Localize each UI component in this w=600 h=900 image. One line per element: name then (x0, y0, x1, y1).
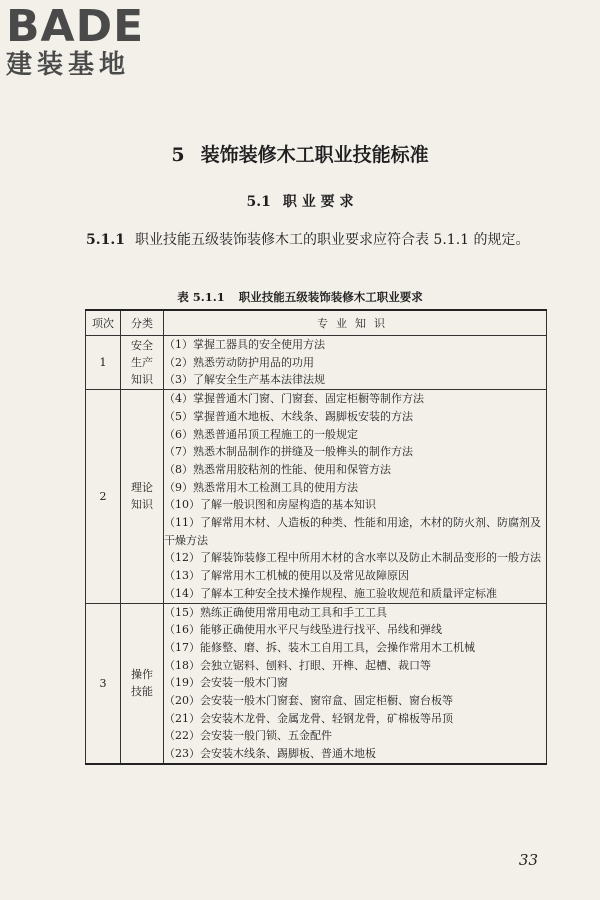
row-knowledge-cell (164, 603, 547, 764)
knowledge-item: （11）了解常用木材、人造板的种类、性能和用途，木材的防火剂、防腐剂及干燥方法 (164, 516, 541, 547)
category-line: 技能 (131, 685, 153, 699)
row-number-cell: 1 (86, 336, 121, 390)
clause-text: 职业技能五级装饰装修木工的职业要求应符合表 5.1.1 的规定。 (134, 232, 530, 248)
knowledge-item: （16）能够正确使用水平尺与线坠进行找平、吊线和弹线 (164, 623, 442, 637)
chapter-heading (0, 140, 600, 167)
table-caption (0, 289, 600, 305)
category-line: 生产 (131, 356, 153, 370)
category-line: 知识 (131, 373, 153, 387)
table-row (86, 603, 547, 764)
row-category-cell (121, 603, 164, 764)
header-number: 项次 (86, 310, 121, 336)
category-line: 操作 (131, 668, 153, 682)
table-row (86, 390, 547, 603)
knowledge-item: （17）能修整、磨、拆、装木工自用工具，会操作常用木工机械 (164, 640, 475, 654)
page-number: 33 (518, 851, 538, 869)
logo-subtitle: 建装基地 (6, 50, 131, 80)
knowledge-item: （15）熟练正确使用常用电动工具和手工工具 (164, 605, 387, 619)
table-row (86, 336, 547, 390)
knowledge-item: （20）会安装一般木门窗套、窗帘盒、固定柜橱、窗台板等 (164, 694, 453, 708)
knowledge-item: （14）了解本工种安全技术操作规程、施工验收规范和质量评定标准 (164, 586, 497, 600)
category-line: 知识 (131, 498, 153, 512)
clause-number: 5.1.1 (86, 232, 125, 248)
table-caption-title: 职业技能五级装饰装修木工职业要求 (238, 290, 423, 304)
table-caption-number: 表 5.1.1 (177, 290, 225, 304)
table-header-row (86, 310, 547, 336)
table-body (86, 336, 547, 764)
knowledge-item: （3）了解安全生产基本法律法规 (164, 373, 325, 387)
knowledge-item: （4）掌握普通木门窗、门窗套、固定柜橱等制作方法 (164, 392, 424, 406)
section-number: 5.1 (246, 194, 271, 210)
header-knowledge: 专业知识 (164, 310, 547, 336)
logo-wordmark: BADE (6, 1, 145, 52)
knowledge-item: （22）会安装一般门锁、五金配件 (164, 729, 332, 743)
knowledge-item: （10）了解一般识图和房屋构造的基本知识 (164, 498, 376, 512)
header-category: 分类 (121, 310, 164, 336)
row-number-cell: 3 (86, 603, 121, 764)
knowledge-item: （2）熟悉劳动防护用品的功用 (164, 355, 314, 369)
category-line: 理论 (131, 481, 153, 495)
knowledge-item: （5）掌握普通木地板、木线条、踢脚板安装的方法 (164, 409, 413, 423)
knowledge-item: （13）了解常用木工机械的使用以及常见故障原因 (164, 569, 409, 583)
section-heading (0, 191, 600, 211)
knowledge-item: （23）会安装木线条、踢脚板、普通木地板 (164, 747, 376, 761)
knowledge-item: （7）熟悉木制品制作的拼缝及一般榫头的制作方法 (164, 445, 413, 459)
knowledge-item: （8）熟悉常用胶粘剂的性能、使用和保管方法 (164, 462, 391, 476)
clause-paragraph (86, 228, 554, 253)
row-knowledge-cell (164, 336, 547, 390)
chapter-title: 装饰装修木工职业技能标准 (200, 144, 429, 166)
knowledge-item: （21）会安装木龙骨、金属龙骨、轻钢龙骨，矿棉板等吊顶 (164, 711, 453, 725)
row-number-cell: 2 (86, 390, 121, 603)
knowledge-item: （19）会安装一般木门窗 (164, 676, 288, 690)
category-line: 安全 (131, 339, 153, 353)
row-knowledge-cell (164, 390, 547, 603)
section-title: 职 业 要 求 (282, 194, 354, 210)
requirements-table (85, 309, 547, 765)
knowledge-item: （6）熟悉普通吊顶工程施工的一般规定 (164, 427, 358, 441)
row-category-cell (121, 390, 164, 603)
knowledge-item: （1）掌握工器具的安全使用方法 (164, 338, 325, 351)
row-category-cell (121, 336, 164, 390)
publisher-logo (6, 1, 145, 80)
knowledge-item: （12）了解装饰装修工程中所用木材的含水率以及防止木制品变形的一般方法 (164, 551, 541, 565)
chapter-number: 5 (171, 144, 185, 166)
knowledge-item: （9）熟悉常用木工检测工具的使用方法 (164, 480, 358, 494)
knowledge-item: （18）会独立锯料、刨料、打眼、开榫、起槽、裁口等 (164, 658, 431, 672)
